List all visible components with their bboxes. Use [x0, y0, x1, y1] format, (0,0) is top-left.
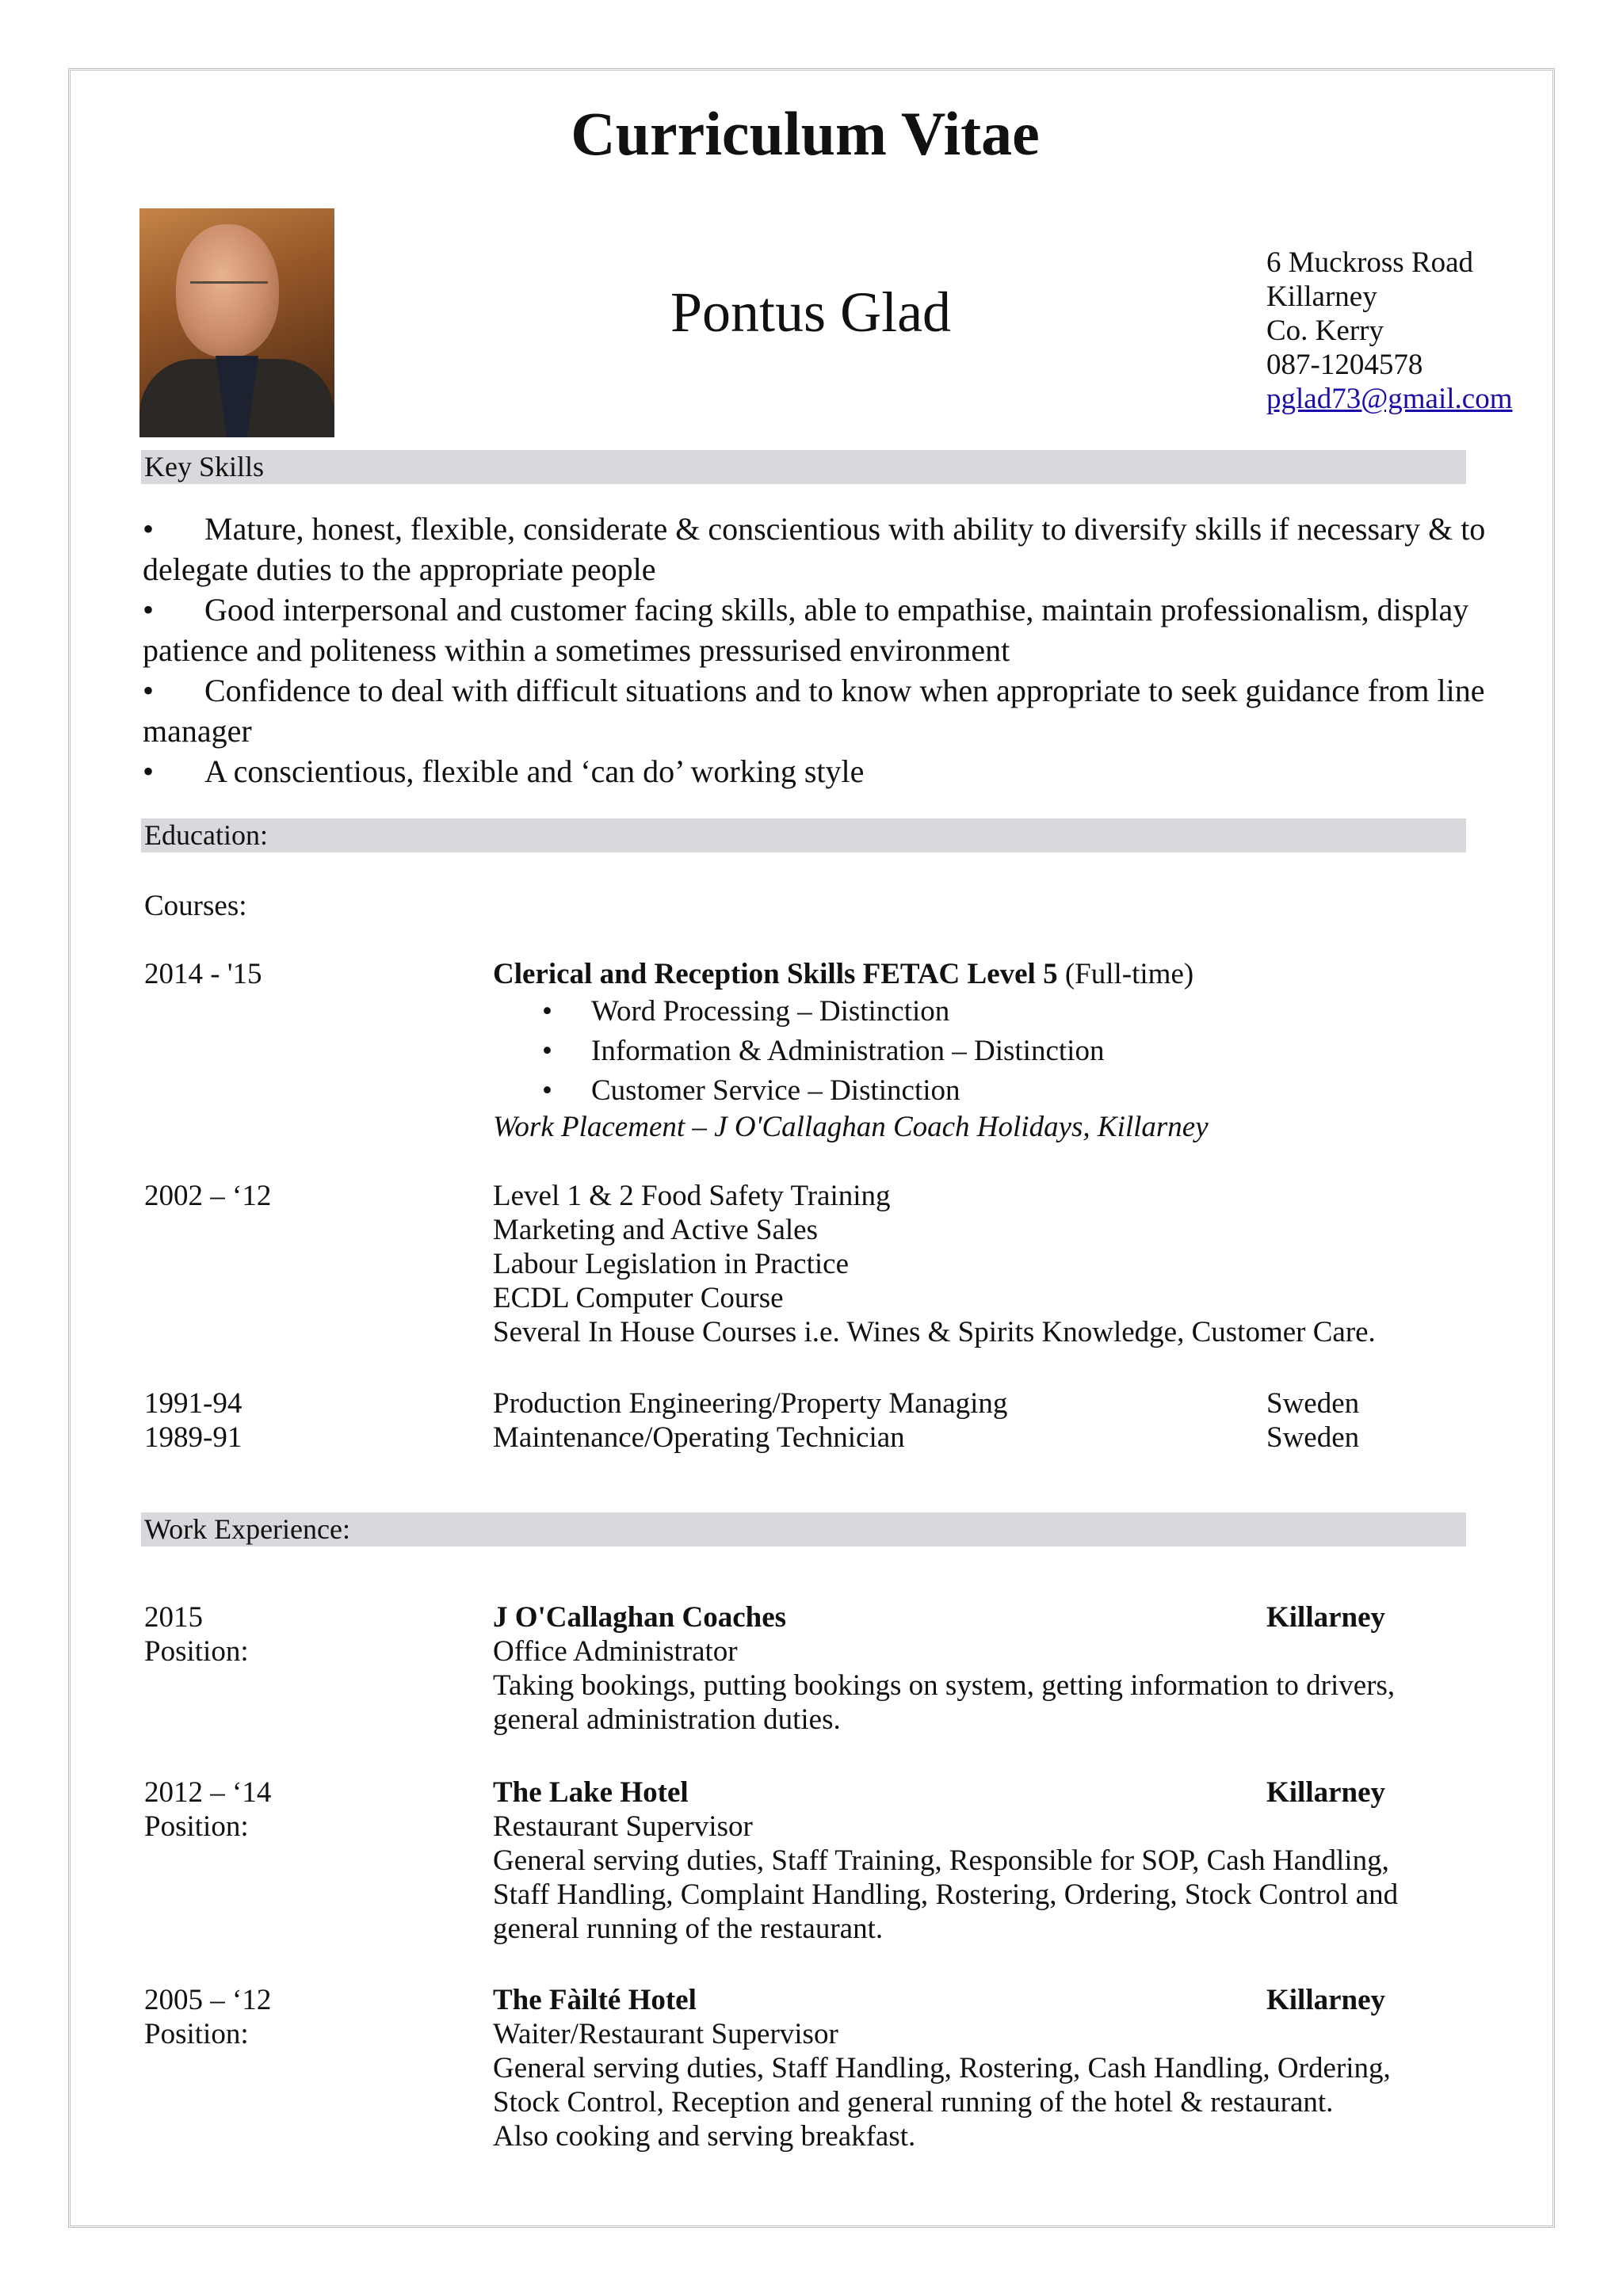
photo-glasses	[190, 281, 268, 298]
module-list	[542, 992, 1104, 1111]
education-date: 2014 - '15	[144, 958, 262, 990]
job-employer: The Fàilté Hotel	[493, 1984, 697, 2016]
education-location: Sweden	[1266, 1387, 1360, 1420]
education-location: Sweden	[1266, 1421, 1360, 1454]
education-date: 2002 – ‘12	[144, 1180, 272, 1212]
bullet-icon: •	[542, 1035, 552, 1067]
candidate-name: Pontus Glad	[670, 280, 952, 344]
job-location: Killarney	[1266, 1984, 1386, 2016]
list-item: • Word Processing – Distinction	[542, 992, 1104, 1032]
job-employer: J O'Callaghan Coaches	[493, 1601, 787, 1634]
phone-number: 087-1204578	[1266, 349, 1423, 381]
bullet-icon: •	[143, 753, 155, 789]
job-date: 2012 – ‘14	[144, 1776, 272, 1809]
bullet-icon: •	[143, 592, 155, 627]
education-course: Production Engineering/Property Managing	[493, 1387, 1008, 1420]
position-label: Position:	[144, 2018, 249, 2050]
job-duties-line: General serving duties, Staff Training, Responsible for SOP, Cash Handling,	[493, 1844, 1389, 1877]
document-title: Curriculum Vitae	[571, 99, 1040, 168]
address-street: 6 Muckross Road	[1266, 246, 1474, 279]
job-employer: The Lake Hotel	[493, 1776, 689, 1809]
contact-block	[1266, 246, 1513, 416]
job-role: Office Administrator	[493, 1635, 738, 1668]
bullet-icon: •	[143, 673, 155, 708]
education-heading: Education:	[141, 818, 1466, 852]
job-duties-line: Stock Control, Reception and general running of the hotel & restaurant.	[493, 2086, 1334, 2119]
job-duties-line: General serving duties, Staff Handling, Rostering, Cash Handling, Ordering,	[493, 2052, 1391, 2084]
key-skills-list	[143, 509, 1522, 791]
list-item: ECDL Computer Course	[493, 1282, 784, 1314]
work-placement: Work Placement – J O'Callaghan Coach Holidays, Killarney	[493, 1111, 1209, 1143]
course-list	[493, 1179, 1376, 1349]
job-details	[493, 1810, 1398, 1946]
list-item: • Mature, honest, flexible, considerate & conscientious with ability to diversify skills if necessary & to delegate duties to the appropriate people	[143, 509, 1522, 589]
job-location: Killarney	[1266, 1776, 1386, 1809]
list-item: • A conscientious, flexible and ‘can do’ working style	[143, 751, 1522, 791]
job-details	[493, 1634, 1395, 1737]
job-duties-line: general running of the restaurant.	[493, 1913, 884, 1945]
job-role: Restaurant Supervisor	[493, 1810, 753, 1843]
list-item: Several In House Courses i.e. Wines & Spirits Knowledge, Customer Care.	[493, 1316, 1376, 1348]
education-course: Clerical and Reception Skills FETAC Level 5 (Full-time)	[493, 958, 1194, 990]
job-date: 2005 – ‘12	[144, 1984, 272, 2016]
list-item: Level 1 & 2 Food Safety Training	[493, 1180, 891, 1212]
address-county: Co. Kerry	[1266, 315, 1384, 347]
list-item: • Customer Service – Distinction	[542, 1071, 1104, 1111]
job-duties-line: Taking bookings, putting bookings on system, getting information to drivers,	[493, 1669, 1396, 1702]
profile-photo	[139, 208, 334, 437]
courses-label: Courses:	[144, 890, 247, 922]
list-item: • Good interpersonal and customer facing skills, able to empathise, maintain professionalism, display patience and politeness within a sometimes pressurised environment	[143, 589, 1522, 670]
list-item: Labour Legislation in Practice	[493, 1248, 849, 1280]
job-details	[493, 2017, 1391, 2153]
list-item: • Confidence to deal with difficult situations and to know when appropriate to seek guidance from line manager	[143, 670, 1522, 751]
job-duties-line: Also cooking and serving breakfast.	[493, 2120, 916, 2153]
position-label: Position:	[144, 1810, 249, 1843]
bullet-icon: •	[542, 995, 552, 1028]
education-course: Maintenance/Operating Technician	[493, 1421, 905, 1454]
list-item: Marketing and Active Sales	[493, 1214, 818, 1246]
education-date: 1989-91	[144, 1421, 242, 1454]
position-label: Position:	[144, 1635, 249, 1668]
email-link[interactable]: pglad73@gmail.com	[1266, 383, 1513, 415]
job-duties-line: general administration duties.	[493, 1703, 841, 1736]
work-experience-heading: Work Experience:	[141, 1512, 1466, 1547]
key-skills-heading: Key Skills	[141, 450, 1466, 484]
job-role: Waiter/Restaurant Supervisor	[493, 2018, 838, 2050]
job-date: 2015	[144, 1601, 203, 1634]
bullet-icon: •	[542, 1074, 552, 1107]
education-date: 1991-94	[144, 1387, 242, 1420]
bullet-icon: •	[143, 511, 155, 547]
list-item: • Information & Administration – Distinction	[542, 1032, 1104, 1071]
address-town: Killarney	[1266, 280, 1377, 313]
job-duties-line: Staff Handling, Complaint Handling, Rostering, Ordering, Stock Control and	[493, 1878, 1399, 1911]
job-location: Killarney	[1266, 1601, 1386, 1634]
